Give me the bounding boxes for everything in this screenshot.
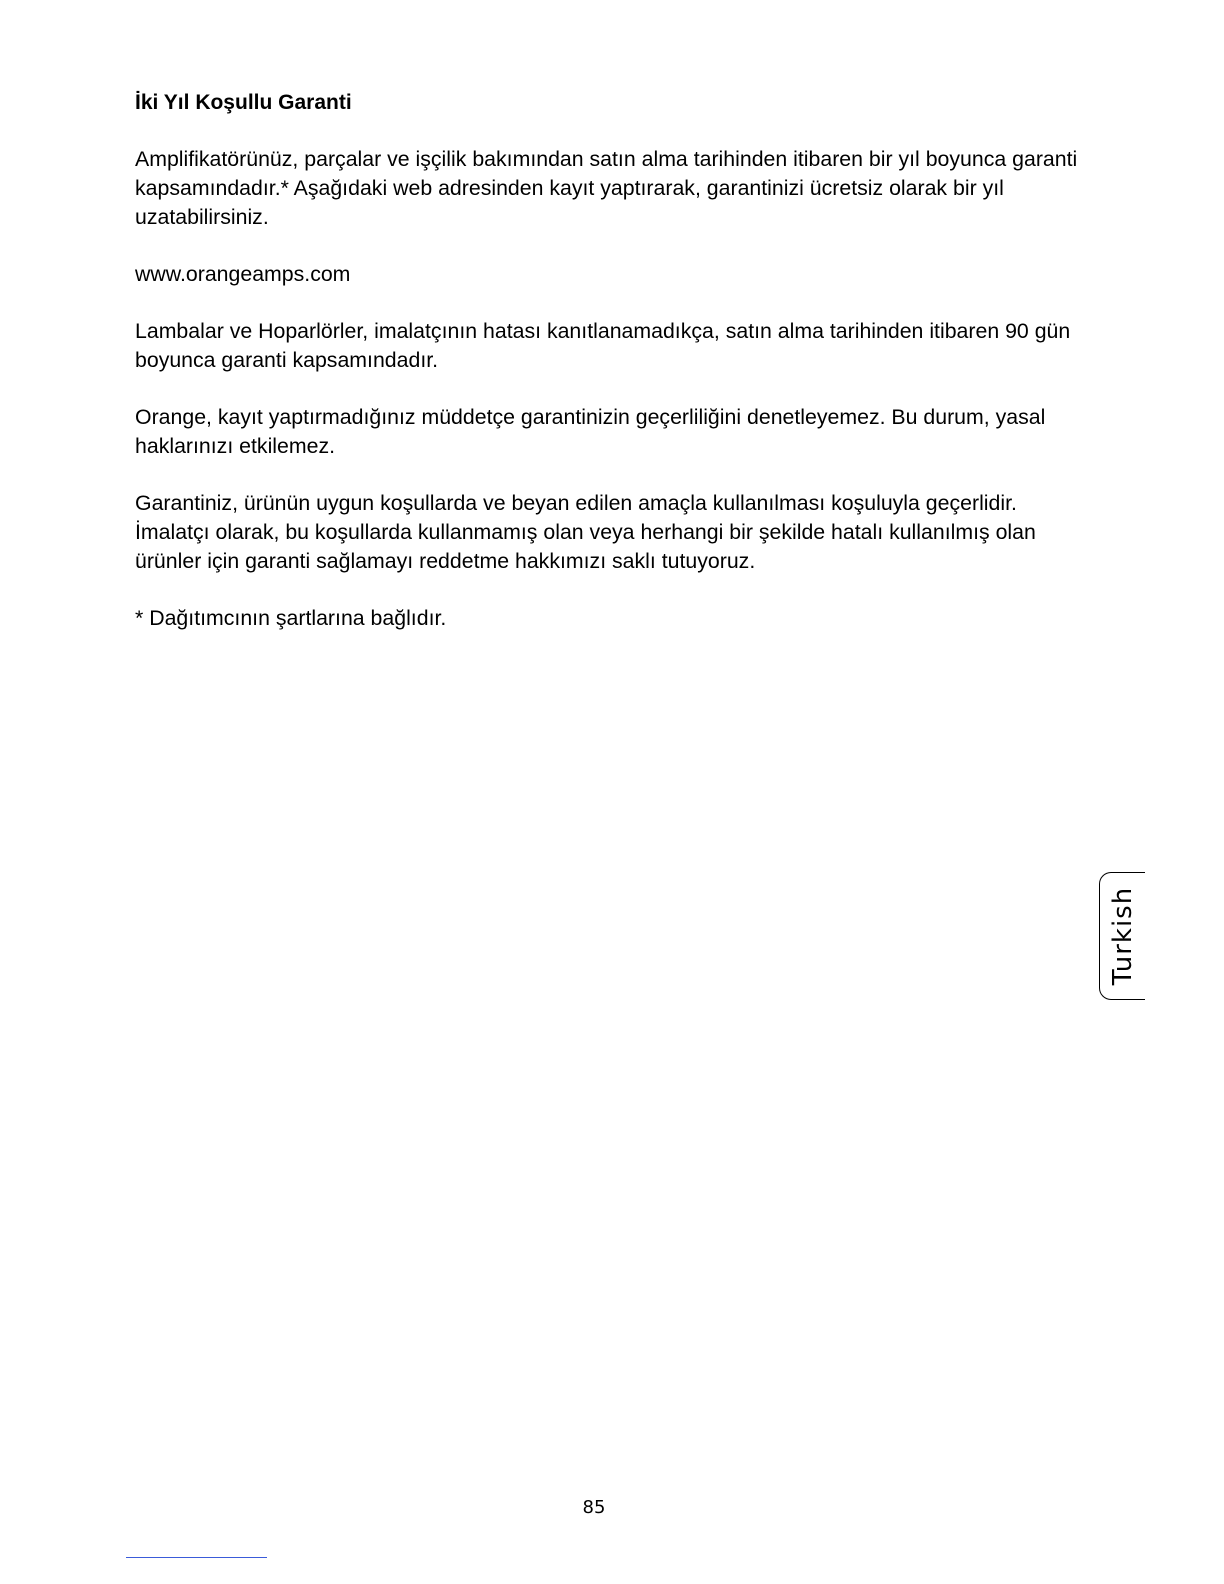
language-tab — [1099, 872, 1145, 1000]
footer-rule — [126, 1557, 267, 1558]
footnote: * Dağıtımcının şartlarına bağlıdır. — [135, 606, 447, 630]
website-url: www.orangeamps.com — [135, 262, 351, 286]
paragraph-tubes-speakers: Lambalar ve Hoparlörler, imalatçının hatası kanıtlanamadıkça, satın alma tarihinden itibaren 90 gün boyunca garanti kapsamındadır. — [135, 319, 1071, 372]
page-title: İki Yıl Koşullu Garanti — [135, 91, 352, 114]
language-tab-label: Turkish — [1107, 886, 1138, 986]
paragraph-registration: Orange, kayıt yaptırmadığınız müddetçe garantinizin geçerliliğini denetleyemez. Bu durum, yasal haklarınızı etkilemez. — [135, 405, 1046, 458]
document-body — [135, 88, 1095, 661]
paragraph-warranty-period: Amplifikatörünüz, parçalar ve işçilik bakımından satın alma tarihinden itibaren bir yıl boyunca garanti kapsamındadır.* Aşağıdaki web adresinden kayıt yaptırarak, garantinizi ücretsiz olarak bir yıl uzatabilirsiniz. — [135, 147, 1078, 229]
page-number: 85 — [582, 1497, 606, 1518]
paragraph-conditions: Garantiniz, ürünün uygun koşullarda ve beyan edilen amaçla kullanılması koşuluyla geçerlidir. İmalatçı olarak, bu koşullarda kullanmamış olan veya herhangi bir şekilde hatalı kullanılmış olan ürünler için garanti sağlamayı reddetme hakkımızı saklı tutuyoruz. — [135, 491, 1036, 573]
